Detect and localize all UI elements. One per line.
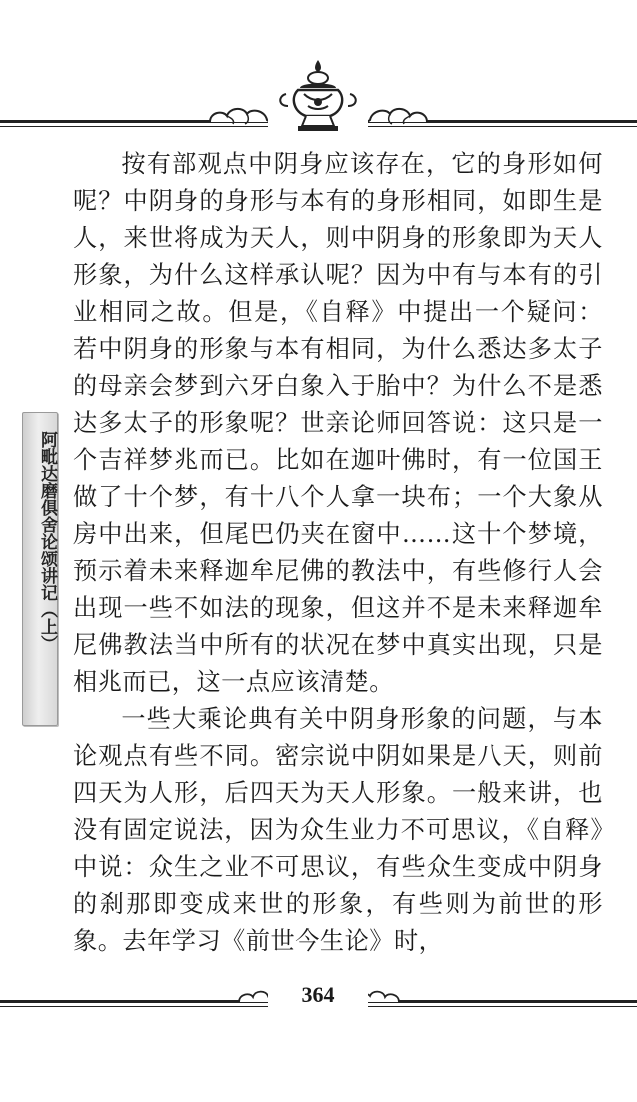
side-tab-title: 阿毗达磨俱舍论颂讲记（上） [37, 431, 57, 652]
body-text [73, 146, 603, 960]
side-tab [22, 412, 58, 726]
header-cloud-left-icon [205, 100, 275, 130]
paragraph-1: 按有部观点中阴身应该存在，它的身形如何呢？中阴身的身形与本有的身形相同，如即生是人，来世将成为天人，则中阴身的形象即为天人形象，为什么这样承认呢？因为中有与本有的引业相同之故。但是，《自释》中提出一个疑问：若中阴身的形象与本有相同，为什么悉达多太子的母亲会梦到六牙白象入于胎中？为什么不是悉达多太子的形象呢？世亲论师回答说：这只是一个吉祥梦兆而已。比如在迦叶佛时，有一位国王做了十个梦，有十八个人拿一块布；一个大象从房中出来，但尾巴仍夹在窗中……这十个梦境，预示着未来释迦牟尼佛的教法中，有些修行人会出现一些不如法的现象，但这并不是未来释迦牟尼佛教法当中所有的状况在梦中真实出现，只是相兆而已，这一点应该清楚。 [73, 150, 603, 696]
page-number: 364 [268, 982, 368, 1008]
header-cloud-right-icon [362, 100, 432, 130]
dharma-vase-emblem-icon [268, 58, 368, 132]
paragraph-2: 一些大乘论典有关中阴身形象的问题，与本论观点有些不同。密宗说中阴如果是八天，则前四天为人形，后四天为天人形象。一般来讲，也没有固定说法，因为众生业力不可思议，《自释》中说：众生之业不可思议，有些众生变成中阴身的刹那即变成来世的形象，有些则为前世的形象。去年学习《前世今生论》时， [73, 705, 603, 955]
